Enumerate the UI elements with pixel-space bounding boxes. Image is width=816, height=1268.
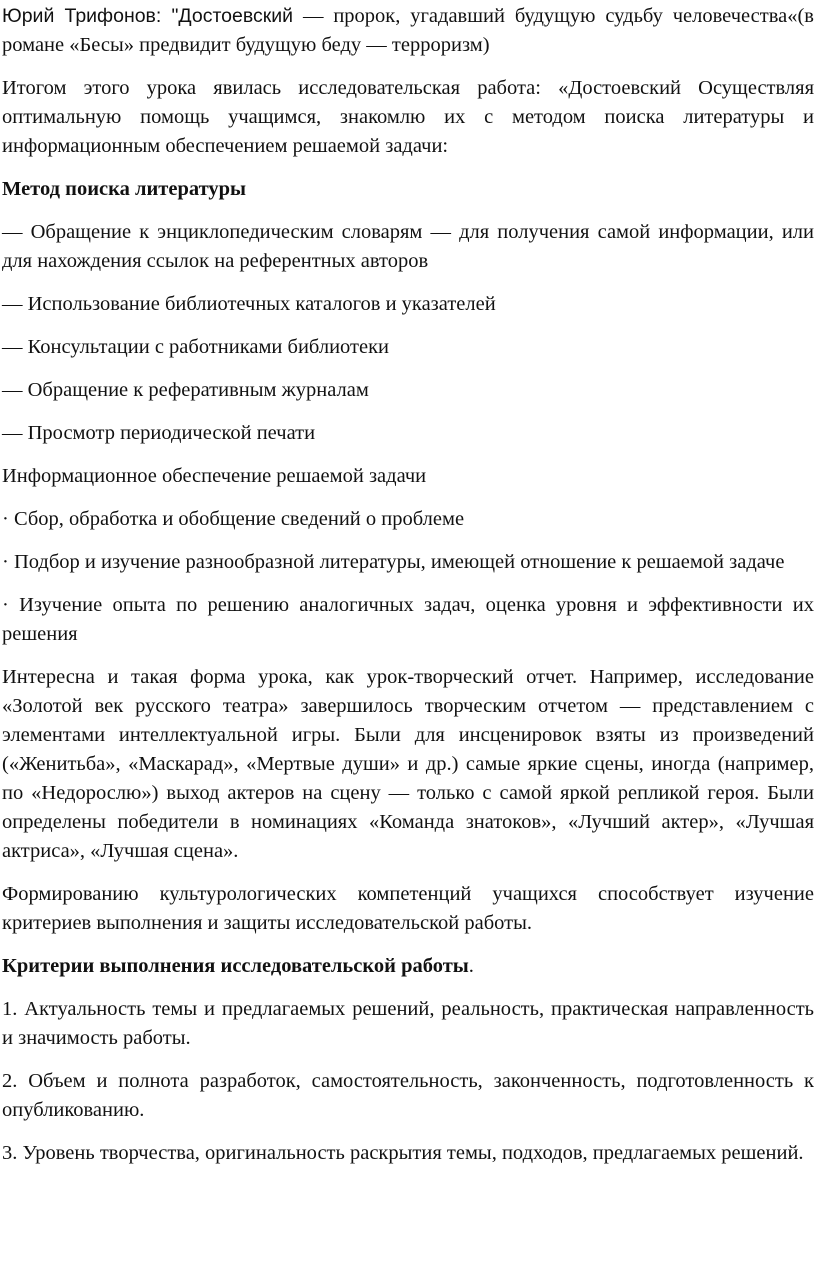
method-item: — Обращение к реферативным журналам [2, 379, 369, 401]
intro-author-quote: Юрий Трифонов: "Достоевский [2, 5, 294, 27]
method-item: — Консультации с работниками библиотеки [2, 336, 390, 358]
info-item: · Подбор и изучение разнообразной литературы, имеющей отношение к решаемой задаче [2, 551, 785, 573]
method-item: — Использование библиотечных каталогов и указателей [2, 293, 496, 315]
result-paragraph: Итогом этого урока явилась исследовательская работа: «Достоевский Осуществляя оптимальную помощь учащимся, знакомлю их с методом поиска литературы и информационным обеспечением решаемой задачи: [2, 77, 814, 157]
criteria-heading: Критерии выполнения исследовательской работы [2, 955, 469, 977]
criteria-item: 1. Актуальность темы и предлагаемых решений, реальность, практическая направленность и значимость работы. [2, 998, 814, 1049]
intro-text: — пророк, угадавший будущую судьбу человечества«(в романе «Бесы» предвидит будущую беду — терроризм) [2, 5, 814, 56]
info-item: · Изучение опыта по решению аналогичных задач, оценка уровня и эффективности их решения [2, 594, 814, 645]
criteria-item: 2. Объем и полнота разработок, самостоятельность, законченность, подготовленность к опубликованию. [2, 1070, 814, 1121]
criteria-heading-period: . [468, 955, 474, 977]
intro-paragraph [2, 2, 814, 60]
info-heading: Информационное обеспечение решаемой задачи [2, 465, 427, 487]
lesson-paragraph: Интересна и такая форма урока, как урок-творческий отчет. Например, исследование «Золотой век русского театра» завершилось творческим отчетом — представлением с элементами интеллектуальной игры. Были для инсценировок взяты из произведений («Женитьба», «Маскарад», «Мертвые души» и др.) самые яркие сцены, иногда (например, по «Недорослю») выход актеров на сцену — только с самой яркой репликой героя. Были определены победители в номинациях «Команда знатоков», «Лучший актер», «Лучшая актриса», «Лучшая сцена». [2, 666, 814, 862]
method-heading: Метод поиска литературы [2, 178, 247, 200]
info-item: · Сбор, обработка и обобщение сведений о проблеме [2, 508, 465, 530]
competence-paragraph: Формированию культурологических компетенций учащихся способствует изучение критериев выполнения и защиты исследовательской работы. [2, 883, 814, 934]
criteria-heading-line [2, 952, 814, 981]
criteria-item: 3. Уровень творчества, оригинальность раскрытия темы, подходов, предлагаемых решений. [2, 1142, 804, 1164]
method-item: — Просмотр периодической печати [2, 422, 316, 444]
method-item: — Обращение к энциклопедическим словарям — для получения самой информации, или для нахождения ссылок на референтных авторов [2, 221, 814, 272]
